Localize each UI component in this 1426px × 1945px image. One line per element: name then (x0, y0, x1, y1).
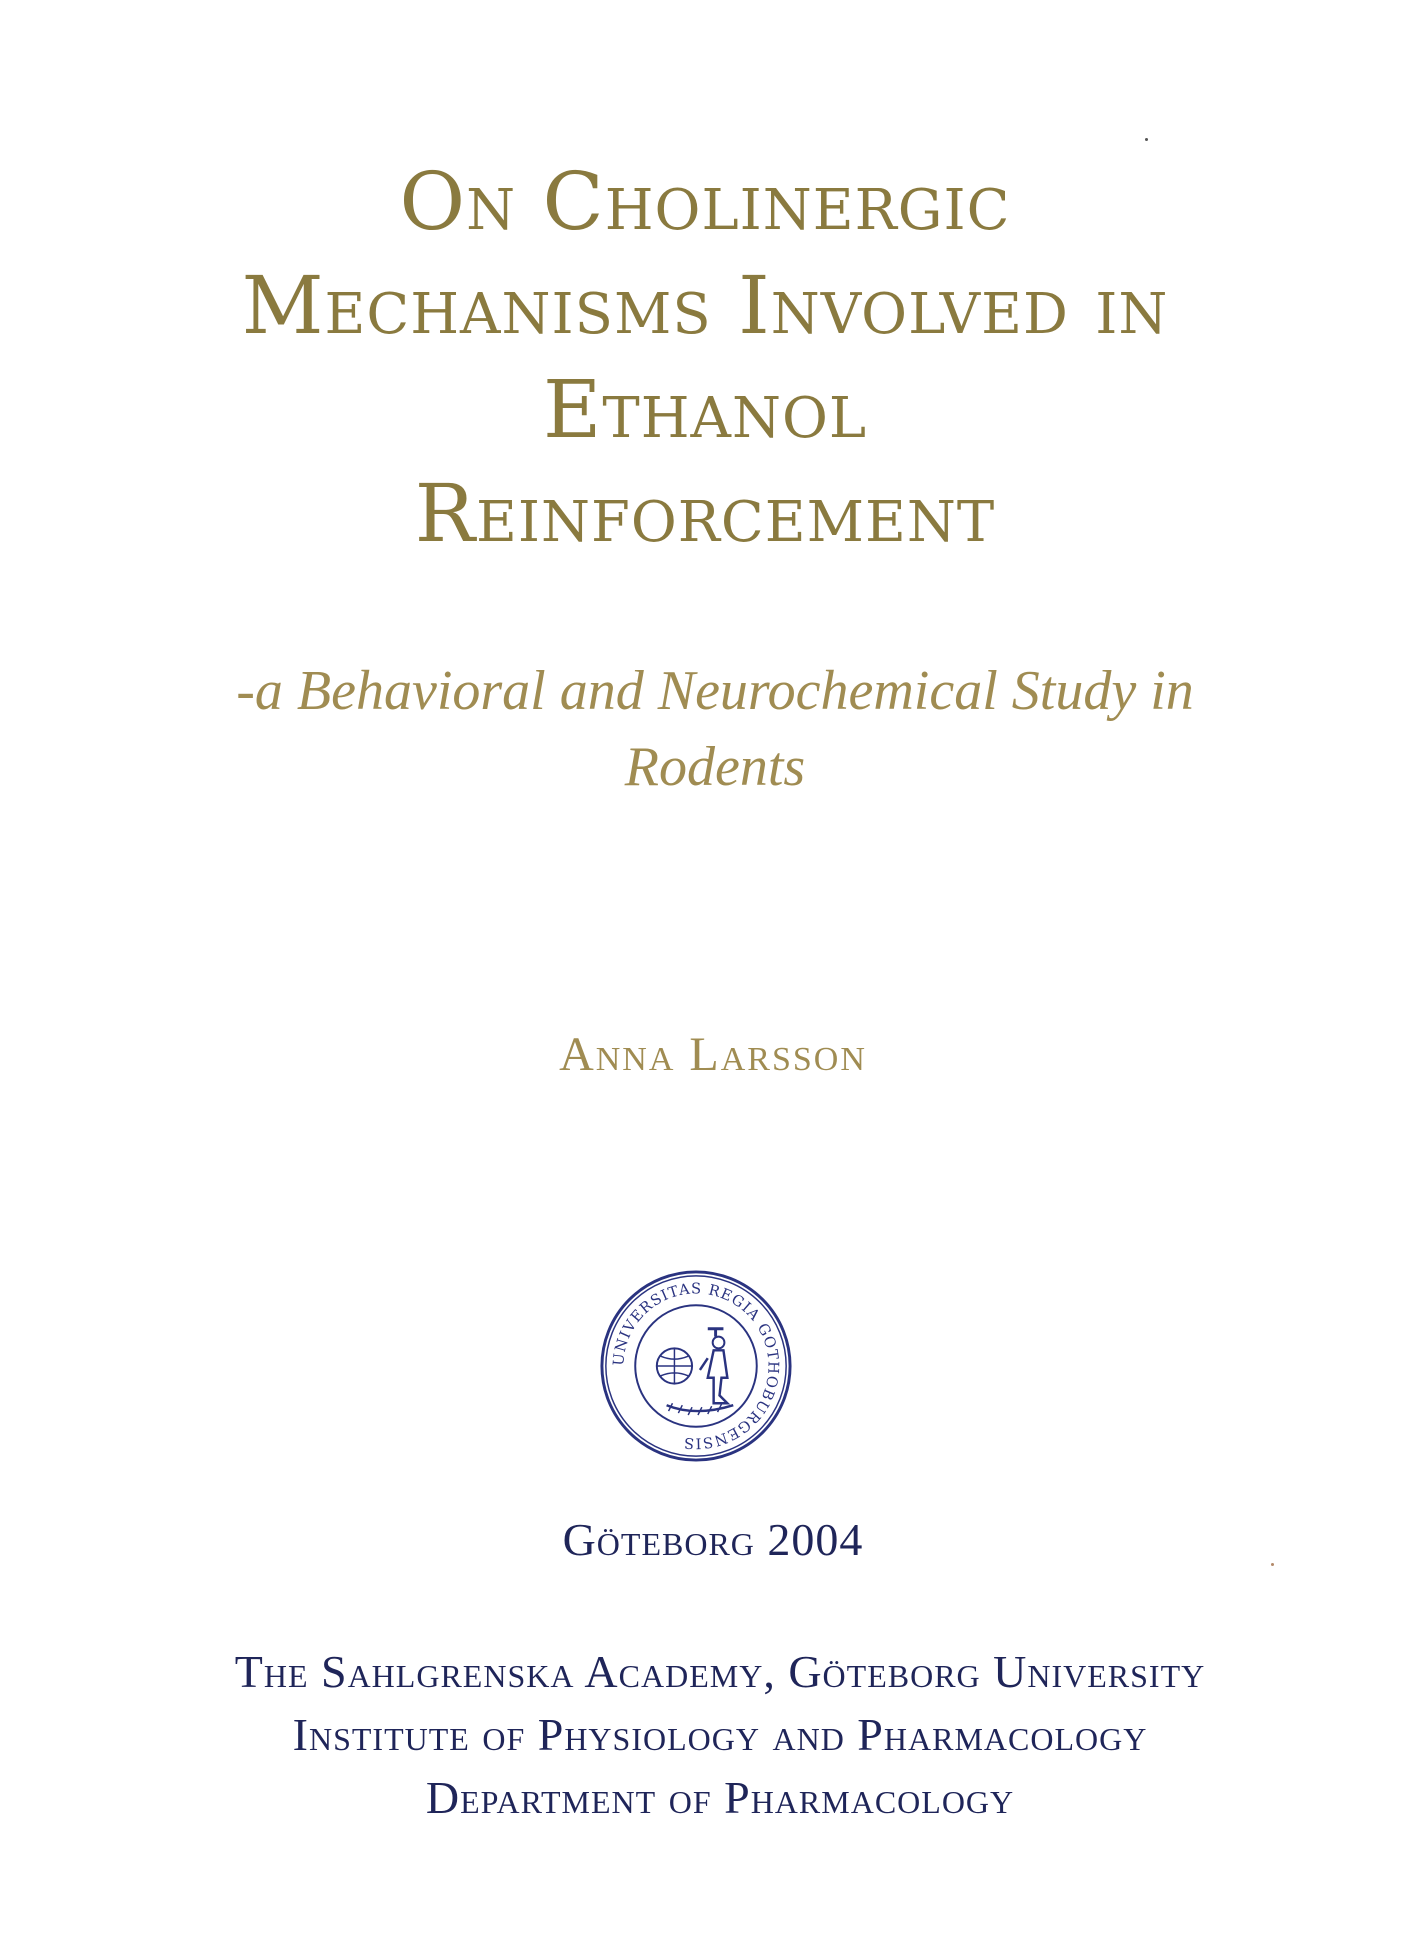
paper-speck (1145, 138, 1148, 141)
title-line-1: On Cholinergic (399, 155, 1011, 248)
seal-text: UNIVERSITAS REGIA GOTHOBURGENSIS (610, 1280, 782, 1452)
affiliation (130, 1640, 1310, 1829)
thesis-subtitle (150, 653, 1280, 805)
paper-speck (1271, 1563, 1274, 1566)
thesis-title (130, 150, 1280, 566)
affiliation-line-2: Institute of Physiology and Pharmacology (292, 1709, 1148, 1760)
author-name: Anna Larsson (559, 1028, 867, 1081)
title-line-4: Reinforcement (414, 467, 996, 560)
title-line-3: Ethanol (542, 363, 868, 456)
place-year: Göteborg 2004 (562, 1514, 864, 1565)
university-seal-icon (598, 1268, 794, 1464)
subtitle-line-2: Rodents (624, 736, 806, 798)
affiliation-line-1: The Sahlgrenska Academy, Göteborg University (234, 1646, 1206, 1697)
subtitle-line-1: -a Behavioral and Neurochemical Study in (236, 660, 1194, 722)
affiliation-line-3: Department of Pharmacology (425, 1772, 1015, 1823)
title-line-2: Mechanisms Involved in (241, 259, 1169, 352)
